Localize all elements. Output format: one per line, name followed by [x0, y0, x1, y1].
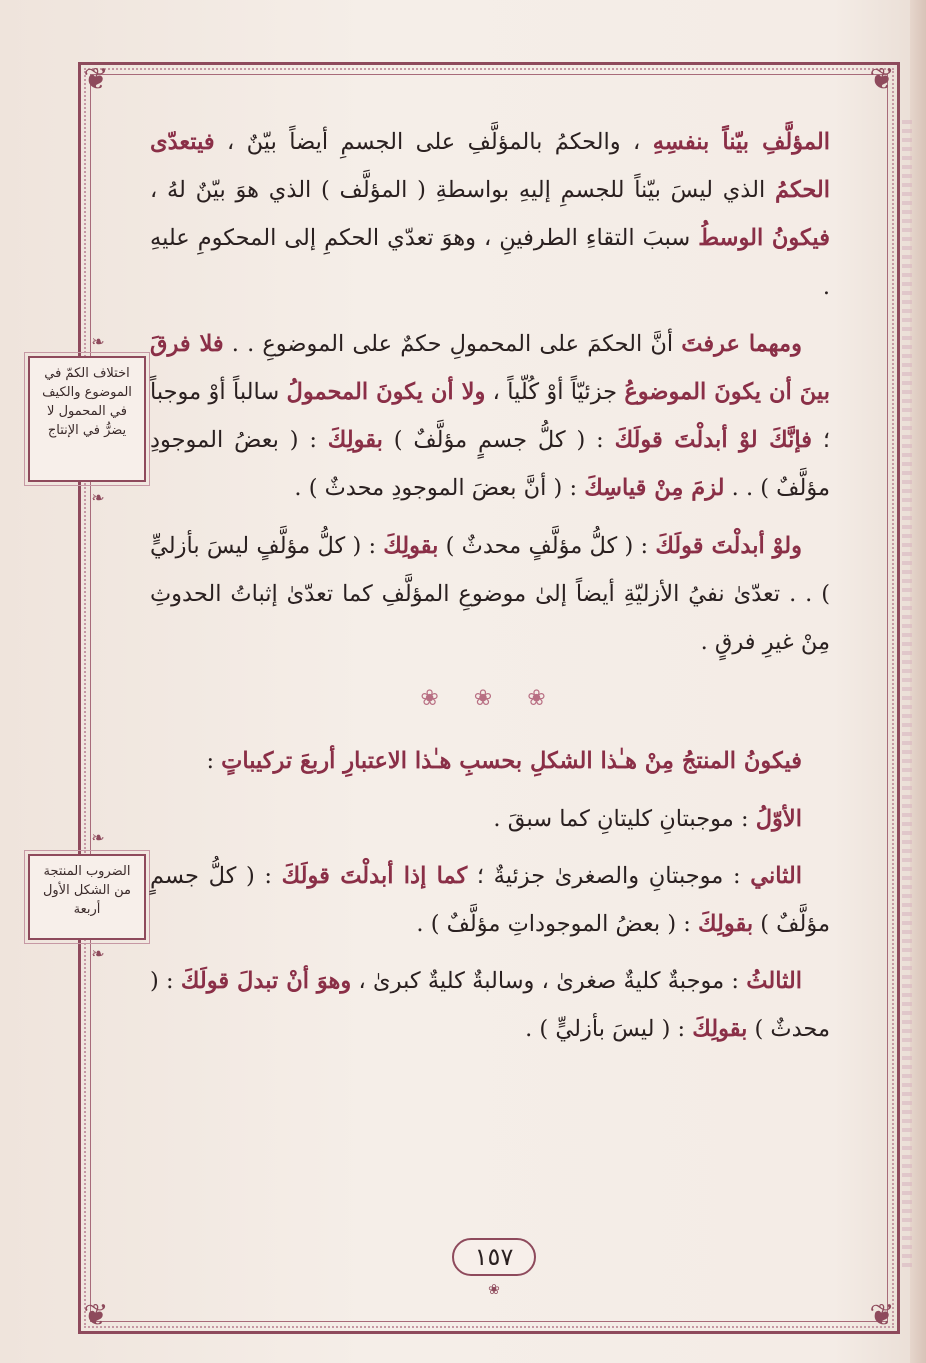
note-ornament-icon: ❧	[91, 828, 105, 847]
corner-ornament-icon: ❦	[869, 62, 895, 97]
page-edge	[910, 0, 926, 1363]
paragraph	[150, 957, 830, 1053]
paragraph	[150, 522, 830, 667]
highlighted-phrase: الثاني	[750, 862, 802, 889]
highlighted-phrase: بقولِكَ	[698, 911, 754, 938]
highlighted-phrase: فيكونُ المنتجُ مِنْ هـٰذا الشكلِ بحسبِ هـٰذا الاعتبارِ أربعَ تركيباتٍ	[221, 748, 802, 775]
highlighted-phrase: فيكونُ الوسطُ	[698, 225, 830, 252]
note-ornament-icon: ❧	[91, 488, 105, 507]
paragraph	[150, 320, 830, 513]
text-run: :	[206, 748, 222, 775]
paragraph	[150, 737, 830, 785]
text-run: سببَ التقاءِ الطرفينِ ، وهوَ تعدّي الحكمِ إلى المحكومِ عليهِ .	[150, 225, 830, 300]
text-run: : ( بعضُ الموجوداتِ مؤلَّفٌ ) .	[416, 911, 698, 938]
highlighted-phrase: فلا فرقَ بينَ أن يكونَ الموضوعُ	[150, 330, 830, 406]
text-run: : موجبتانِ والصغرىٰ جزئيةٌ ؛	[467, 862, 751, 889]
text-run: : ( كلُّ جسمٍ مؤلَّفٌ )	[150, 862, 830, 938]
margin-note-text: اختلاف الكمّ في الموضوع والكيف في المحمول لا يضرُّ في الإنتاج	[42, 366, 132, 438]
margin-note	[28, 356, 146, 482]
highlighted-phrase: فإنَّكَ لوْ أبدلْتَ قولَكَ	[614, 427, 812, 454]
corner-ornament-icon: ❦	[83, 62, 109, 97]
text-run: : موجبتانِ كليتانِ كما سبقَ .	[493, 805, 756, 832]
highlighted-phrase: المؤلَّفِ بيّناً بنفسِهِ	[652, 129, 830, 155]
highlighted-phrase: ولوْ أبدلْتَ قولَكَ	[655, 532, 802, 559]
text-run: : موجبةٌ كليةٌ صغرىٰ ، وسالبةٌ كليةٌ كبرىٰ ،	[351, 968, 747, 995]
text-run: أنَّ الحكمَ على المحمولِ حكمٌ على الموضوعِ . .	[223, 330, 682, 357]
paragraph	[150, 795, 830, 843]
highlighted-phrase: بقولِكَ	[692, 1016, 748, 1043]
text-run: جزئيّاً أوْ كُلّياً ،	[485, 379, 625, 406]
highlighted-phrase: بقولِكَ	[327, 427, 383, 454]
page-number: ١٥٧	[452, 1238, 536, 1276]
text-run: : ( محدثٌ )	[150, 968, 830, 1043]
highlighted-phrase: ومهما عرفتَ	[681, 330, 802, 357]
text-run: : ( كلُّ جسمٍ مؤلَّفٌ )	[382, 427, 615, 454]
highlighted-phrase: وهوَ أنْ تبدلَ قولَكَ	[180, 968, 352, 995]
paragraph	[150, 118, 830, 311]
corner-ornament-icon: ❦	[869, 1298, 895, 1333]
margin-note	[28, 854, 146, 940]
highlighted-phrase: كما إذا أبدلْتَ قولَكَ	[281, 862, 468, 889]
text-run: : ( كلُّ مؤلَّفٍ محدثٌ )	[438, 532, 656, 559]
bottom-ornament-icon: ❀	[488, 1282, 500, 1298]
text-run: : ( كلُّ مؤلَّفٍ ليسَ بأزليٍّ ) . . تعدّىٰ نفيُ الأزليّةِ أيضاً إلىٰ موضوعِ المؤلَّفِ كما تعدّىٰ إثباتُ الحدوثِ مِنْ غيرِ فرقٍ .	[150, 532, 830, 656]
highlighted-phrase: ولا أن يكونَ المحمولُ	[286, 379, 486, 406]
corner-ornament-icon: ❦	[83, 1298, 109, 1333]
text-run: سالباً أوْ موجباً ؛	[150, 379, 830, 454]
highlighted-phrase: فيتعدّى الحكمُ	[150, 129, 830, 204]
main-text	[150, 118, 830, 1063]
text-run: ، والحكمُ بالمؤلَّفِ على الجسمِ أيضاً بيّنٌ ،	[214, 129, 653, 155]
note-ornament-icon: ❧	[91, 332, 105, 351]
highlighted-phrase: الأوّلُ	[755, 805, 802, 832]
text-run: : ( أنَّ بعضَ الموجودِ محدثٌ ) .	[294, 475, 585, 502]
text-run: الذي ليسَ بيّناً للجسمِ إليهِ بواسطةِ ( المؤلَّف ) الذي هوَ بيّنٌ لهُ ،	[150, 177, 775, 204]
paragraph	[150, 852, 830, 948]
note-ornament-icon: ❧	[91, 944, 105, 963]
margin-note-text: الضروب المنتجة من الشكل الأول أربعة	[42, 864, 132, 917]
text-run: : ( بعضُ الموجودِ مؤلَّفٌ ) . .	[150, 427, 830, 502]
text-run: : ( ليسَ بأزليٍّ ) .	[525, 1016, 693, 1043]
highlighted-phrase: الثالثُ	[746, 968, 802, 995]
highlighted-phrase: لزمَ مِنْ قياسِكَ	[584, 475, 725, 502]
highlighted-phrase: بقولِكَ	[383, 532, 439, 559]
section-divider: ❀ ❀ ❀	[420, 686, 560, 712]
side-pattern	[902, 120, 912, 1270]
